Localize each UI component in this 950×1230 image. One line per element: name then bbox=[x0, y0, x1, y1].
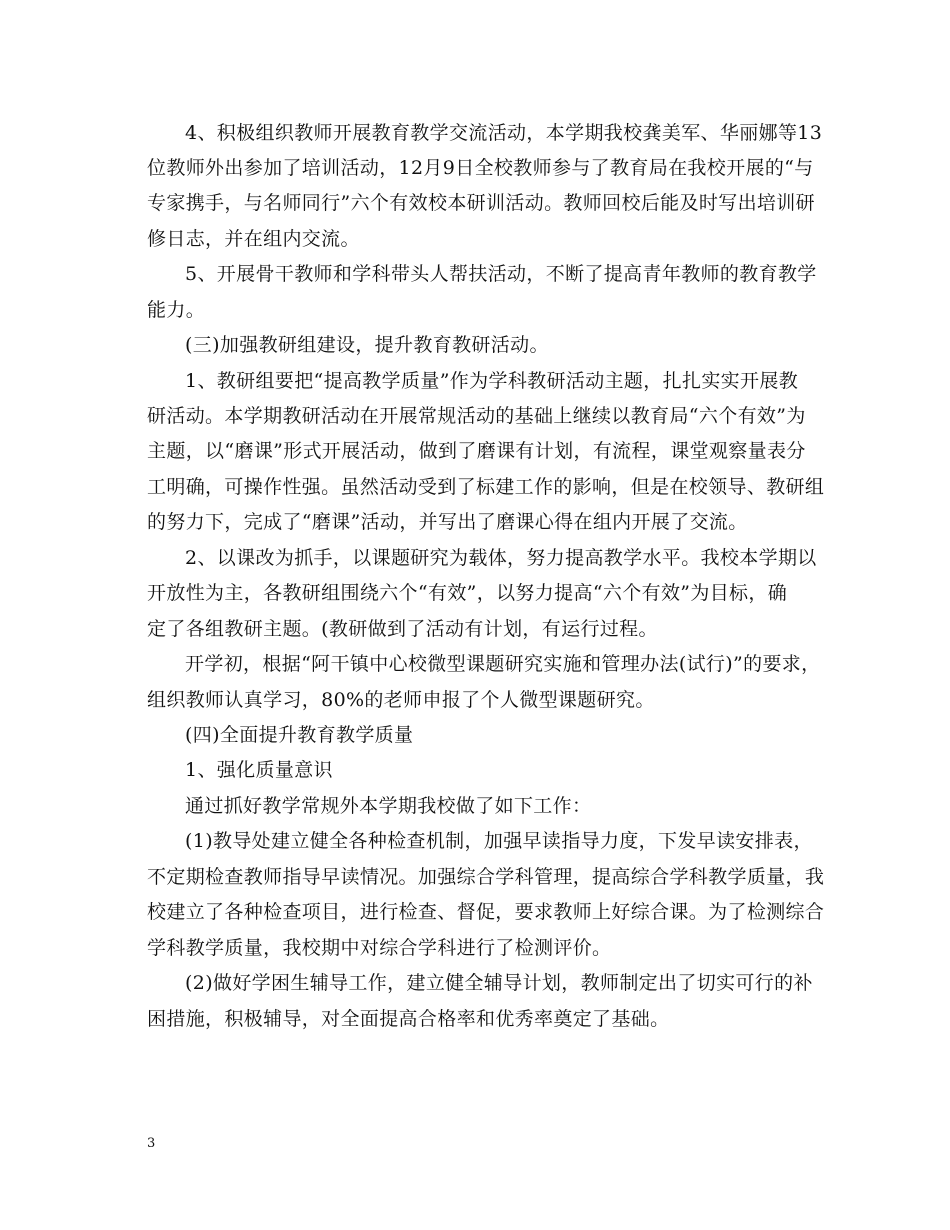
text-line: 开放性为主，各教研组围绕六个“有效”，以努力提高“六个有效”为目标，确 bbox=[147, 582, 788, 604]
text-line: 的努力下，完成了“磨课”活动，并写出了磨课心得在组内开展了交流。 bbox=[147, 511, 748, 533]
text-line: 1、教研组要把“提高教学质量”作为学科教研活动主题，扎扎实实开展教 bbox=[185, 370, 799, 392]
text-line: 研活动。本学期教研活动在开展常规活动的基础上继续以教育局“六个有效”为 bbox=[147, 405, 806, 427]
text-line: 修日志，并在组内交流。 bbox=[147, 228, 360, 250]
text-line: 定了各组教研主题。(教研做到了活动有计划，有运行过程。 bbox=[147, 618, 658, 640]
text-line: (1)教导处建立健全各种检查机制，加强早读指导力度，下发早读安排表， bbox=[185, 830, 813, 852]
subsection-heading: 1、强化质量意识 bbox=[185, 759, 333, 781]
text-line: 困措施，积极辅导，对全面提高合格率和优秀率奠定了基础。 bbox=[147, 1008, 670, 1030]
text-line: 不定期检查教师指导早读情况。加强综合学科管理，提高综合学科教学质量，我 bbox=[147, 866, 825, 888]
text-line: 通过抓好教学常规外本学期我校做了如下工作： bbox=[185, 795, 592, 817]
text-line: 专家携手，与名师同行”六个有效校本研训活动。教师回校后能及时写出培训研 bbox=[147, 192, 815, 214]
text-line: 主题，以“磨课”形式开展活动，做到了磨课有计划，有流程，课堂观察量表分 bbox=[147, 440, 806, 462]
text-line: 组织教师认真学习，80%的老师申报了个人微型课题研究。 bbox=[147, 689, 655, 711]
section-heading: (四)全面提升教育教学质量 bbox=[185, 724, 414, 746]
text-line: 学科教学质量，我校期中对综合学科进行了检测评价。 bbox=[147, 937, 612, 959]
text-line: (2)做好学困生辅导工作，建立健全辅导计划，教师制定出了切实可行的补 bbox=[185, 972, 813, 994]
text-line: 5、开展骨干教师和学科带头人帮扶活动，不断了提高青年教师的教育教学 bbox=[185, 263, 817, 285]
text-line: 位教师外出参加了培训活动，12月9日全校教师参与了教育局在我校开展的“与 bbox=[147, 157, 814, 179]
section-heading: (三)加强教研组建设，提升教育教研活动。 bbox=[185, 334, 549, 356]
text-line: 4、积极组织教师开展教育教学交流活动，本学期我校龚美军、华丽娜等13 bbox=[185, 122, 823, 144]
text-line: 开学初，根据“阿干镇中心校微型课题研究实施和管理办法(试行)”的要求， bbox=[185, 653, 821, 675]
text-line: 工明确，可操作性强。虽然活动受到了标建工作的影响，但是在校领导、教研组 bbox=[147, 476, 825, 498]
text-line: 2、以课改为抓手，以课题研究为载体，努力提高教学水平。我校本学期以 bbox=[185, 547, 817, 569]
text-line: 能力。 bbox=[147, 299, 206, 321]
text-line: 校建立了各种检查项目，进行检查、督促，要求教师上好综合课。为了检测综合 bbox=[147, 901, 825, 923]
page-number: 3 bbox=[147, 1136, 156, 1151]
